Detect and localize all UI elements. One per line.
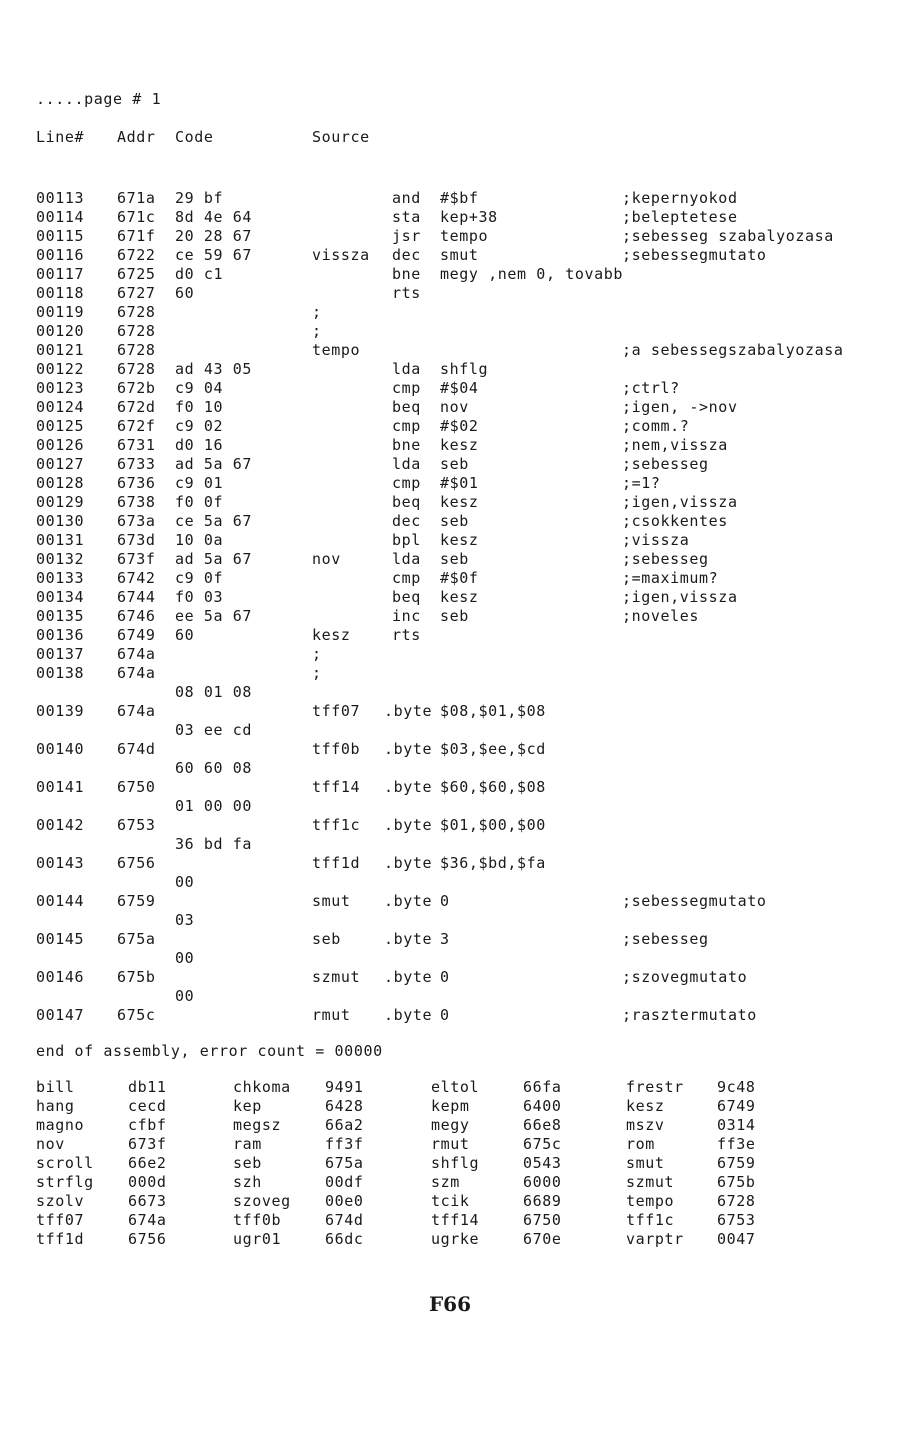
symbol-value: ff3e [717, 1135, 756, 1153]
listing-line: 00114 [36, 208, 85, 226]
symbol-value: 66e8 [523, 1116, 562, 1134]
symbol-name: szoveg [233, 1192, 291, 1210]
symbol-name: kesz [626, 1097, 665, 1115]
data-op: .byte [384, 778, 433, 796]
listing-op: cmp [392, 417, 421, 435]
data-operand: 3 [440, 930, 450, 948]
data-label: tff07 [312, 702, 361, 720]
symbol-value: 9491 [325, 1078, 364, 1096]
symbol-value: 6400 [523, 1097, 562, 1115]
listing-addr: 6744 [117, 588, 156, 606]
data-label: seb [312, 930, 341, 948]
col-header-line: Line# [36, 128, 85, 146]
data-code: 01 00 00 [175, 797, 253, 815]
data-label: tff14 [312, 778, 361, 796]
listing-line: 00117 [36, 265, 85, 283]
listing-comment: ;sebesseg [622, 455, 709, 473]
data-addr: 674a [117, 702, 156, 720]
data-comment: ;sebesseg [622, 930, 709, 948]
data-line: 00140 [36, 740, 85, 758]
data-operand: $36,$bd,$fa [440, 854, 546, 872]
listing-line: 00122 [36, 360, 85, 378]
data-addr: 6753 [117, 816, 156, 834]
listing-label: ; [312, 303, 322, 321]
data-operand: $60,$60,$08 [440, 778, 546, 796]
listing-line: 00115 [36, 227, 85, 245]
listing-addr: 671c [117, 208, 156, 226]
listing-line: 00138 [36, 664, 85, 682]
listing-addr: 6728 [117, 303, 156, 321]
listing-line: 00121 [36, 341, 85, 359]
data-addr: 6750 [117, 778, 156, 796]
data-operand: $03,$ee,$cd [440, 740, 546, 758]
listing-operand: seb [440, 607, 469, 625]
listing-code: f0 10 [175, 398, 224, 416]
listing-code: f0 03 [175, 588, 224, 606]
symbol-name: kepm [431, 1097, 470, 1115]
data-label: tff0b [312, 740, 361, 758]
symbol-value: cfbf [128, 1116, 167, 1134]
data-operand: 0 [440, 892, 450, 910]
listing-line: 00125 [36, 417, 85, 435]
listing-addr: 6738 [117, 493, 156, 511]
listing-op: bpl [392, 531, 421, 549]
symbol-value: 6756 [128, 1230, 167, 1248]
listing-comment: ;kepernyokod [622, 189, 738, 207]
data-line: 00144 [36, 892, 85, 910]
data-line: 00141 [36, 778, 85, 796]
listing-operand: #$02 [440, 417, 479, 435]
listing-code: ad 5a 67 [175, 455, 253, 473]
listing-label: vissza [312, 246, 370, 264]
listing-operand: kep+38 [440, 208, 498, 226]
data-operand: $08,$01,$08 [440, 702, 546, 720]
symbol-name: bill [36, 1078, 75, 1096]
data-code: 36 bd fa [175, 835, 253, 853]
data-code: 03 [175, 911, 195, 929]
listing-code: d0 16 [175, 436, 224, 454]
listing-comment: ;csokkentes [622, 512, 728, 530]
listing-comment: ;comm.? [622, 417, 690, 435]
listing-code: c9 01 [175, 474, 224, 492]
listing-op: beq [392, 588, 421, 606]
listing-code: ce 5a 67 [175, 512, 253, 530]
listing-addr: 6733 [117, 455, 156, 473]
listing-op: dec [392, 512, 421, 530]
symbol-value: db11 [128, 1078, 167, 1096]
listing-operand: seb [440, 512, 469, 530]
listing-label: kesz [312, 626, 351, 644]
listing-code: ad 43 05 [175, 360, 253, 378]
symbol-name: magno [36, 1116, 85, 1134]
listing-op: cmp [392, 569, 421, 587]
listing-operand: kesz [440, 493, 479, 511]
symbol-name: tff1d [36, 1230, 85, 1248]
data-line: 00145 [36, 930, 85, 948]
listing-operand: nov [440, 398, 469, 416]
page-header: .....page # 1 [36, 90, 162, 108]
listing-code: d0 c1 [175, 265, 224, 283]
listing-comment: ;noveles [622, 607, 700, 625]
listing-line: 00120 [36, 322, 85, 340]
listing-label: ; [312, 645, 322, 663]
symbol-name: tff1c [626, 1211, 675, 1229]
symbol-name: szh [233, 1173, 262, 1191]
listing-addr: 6725 [117, 265, 156, 283]
col-header-code: Code [175, 128, 214, 146]
listing-code: c9 02 [175, 417, 224, 435]
listing-op: cmp [392, 379, 421, 397]
symbol-name: tff07 [36, 1211, 85, 1229]
listing-op: dec [392, 246, 421, 264]
symbol-name: mszv [626, 1116, 665, 1134]
listing-comment: ;sebesseg szabalyozasa [622, 227, 834, 245]
symbol-value: 6000 [523, 1173, 562, 1191]
listing-comment: ;=1? [622, 474, 661, 492]
symbol-name: megsz [233, 1116, 282, 1134]
listing-operand: kesz [440, 588, 479, 606]
symbol-name: chkoma [233, 1078, 291, 1096]
listing-addr: 671a [117, 189, 156, 207]
data-op: .byte [384, 1006, 433, 1024]
listing-addr: 6749 [117, 626, 156, 644]
data-op: .byte [384, 930, 433, 948]
listing-code: f0 0f [175, 493, 224, 511]
symbol-value: 675a [325, 1154, 364, 1172]
listing-line: 00131 [36, 531, 85, 549]
data-code: 00 [175, 873, 195, 891]
data-addr: 675a [117, 930, 156, 948]
listing-addr: 6722 [117, 246, 156, 264]
listing-op: sta [392, 208, 421, 226]
listing-line: 00136 [36, 626, 85, 644]
data-code: 00 [175, 987, 195, 1005]
data-op: .byte [384, 968, 433, 986]
listing-line: 00137 [36, 645, 85, 663]
listing-code: 8d 4e 64 [175, 208, 253, 226]
listing-op: lda [392, 550, 421, 568]
symbol-value: 673f [128, 1135, 167, 1153]
listing-operand: #$04 [440, 379, 479, 397]
data-operand: 0 [440, 968, 450, 986]
listing-operand: smut [440, 246, 479, 264]
data-line: 00143 [36, 854, 85, 872]
data-line: 00142 [36, 816, 85, 834]
listing-addr: 6736 [117, 474, 156, 492]
listing-comment: ;vissza [622, 531, 690, 549]
listing-operand: kesz [440, 531, 479, 549]
listing-op: lda [392, 455, 421, 473]
listing-label: ; [312, 322, 322, 340]
listing-line: 00129 [36, 493, 85, 511]
listing-comment: ;igen,vissza [622, 588, 738, 606]
listing-code: 60 [175, 284, 195, 302]
data-comment: ;rasztermutato [622, 1006, 757, 1024]
listing-operand: megy ,nem 0, tovabb [440, 265, 623, 283]
listing-operand: tempo [440, 227, 489, 245]
symbol-value: 6750 [523, 1211, 562, 1229]
data-op: .byte [384, 892, 433, 910]
listing-code: 10 0a [175, 531, 224, 549]
symbol-name: ugr01 [233, 1230, 282, 1248]
symbol-name: nov [36, 1135, 65, 1153]
listing-op: beq [392, 493, 421, 511]
listing-line: 00130 [36, 512, 85, 530]
listing-comment: ;a sebessegszabalyozasa [622, 341, 844, 359]
listing-op: bne [392, 436, 421, 454]
listing-line: 00133 [36, 569, 85, 587]
listing-addr: 6731 [117, 436, 156, 454]
symbol-value: 674d [325, 1211, 364, 1229]
data-label: smut [312, 892, 351, 910]
symbol-value: 66fa [523, 1078, 562, 1096]
symbol-value: cecd [128, 1097, 167, 1115]
symbol-value: 66a2 [325, 1116, 364, 1134]
symbol-name: kep [233, 1097, 262, 1115]
listing-addr: 672d [117, 398, 156, 416]
listing-operand: #$0f [440, 569, 479, 587]
listing-comment: ;igen, ->nov [622, 398, 738, 416]
symbol-value: 675b [717, 1173, 756, 1191]
listing-comment: ;igen,vissza [622, 493, 738, 511]
symbol-value: 670e [523, 1230, 562, 1248]
listing-line: 00134 [36, 588, 85, 606]
listing-comment: ;nem,vissza [622, 436, 728, 454]
listing-comment: ;ctrl? [622, 379, 680, 397]
col-header-addr: Addr [117, 128, 156, 146]
listing-line: 00132 [36, 550, 85, 568]
listing-label: tempo [312, 341, 361, 359]
listing-line: 00118 [36, 284, 85, 302]
listing-line: 00119 [36, 303, 85, 321]
symbol-name: rom [626, 1135, 655, 1153]
listing-label: nov [312, 550, 341, 568]
data-operand: $01,$00,$00 [440, 816, 546, 834]
listing-code: c9 04 [175, 379, 224, 397]
listing-operand: shflg [440, 360, 489, 378]
listing-line: 00123 [36, 379, 85, 397]
listing-label: ; [312, 664, 322, 682]
listing-comment: ;beleptetese [622, 208, 738, 226]
listing-op: beq [392, 398, 421, 416]
symbol-value: 66e2 [128, 1154, 167, 1172]
listing-addr: 674a [117, 664, 156, 682]
listing-code: ee 5a 67 [175, 607, 253, 625]
listing-addr: 672f [117, 417, 156, 435]
listing-code: 29 bf [175, 189, 224, 207]
symbol-name: varptr [626, 1230, 684, 1248]
data-code: 60 60 08 [175, 759, 253, 777]
symbol-name: tempo [626, 1192, 675, 1210]
symbol-name: szm [431, 1173, 460, 1191]
symbol-name: seb [233, 1154, 262, 1172]
listing-op: jsr [392, 227, 421, 245]
symbol-name: scroll [36, 1154, 94, 1172]
data-op: .byte [384, 854, 433, 872]
data-addr: 6756 [117, 854, 156, 872]
data-operand: 0 [440, 1006, 450, 1024]
data-code: 08 01 08 [175, 683, 253, 701]
symbol-name: rmut [431, 1135, 470, 1153]
listing-operand: #$01 [440, 474, 479, 492]
listing-addr: 6727 [117, 284, 156, 302]
symbol-value: 0543 [523, 1154, 562, 1172]
data-op: .byte [384, 702, 433, 720]
listing-op: lda [392, 360, 421, 378]
data-addr: 674d [117, 740, 156, 758]
listing-operand: kesz [440, 436, 479, 454]
data-line: 00146 [36, 968, 85, 986]
listing-code: ce 59 67 [175, 246, 253, 264]
data-label: tff1d [312, 854, 361, 872]
listing-line: 00127 [36, 455, 85, 473]
symbol-value: 00df [325, 1173, 364, 1191]
symbol-name: eltol [431, 1078, 480, 1096]
symbol-value: 6753 [717, 1211, 756, 1229]
listing-line: 00135 [36, 607, 85, 625]
listing-op: and [392, 189, 421, 207]
symbol-name: smut [626, 1154, 665, 1172]
col-header-source: Source [312, 128, 370, 146]
listing-comment: ;=maximum? [622, 569, 719, 587]
symbol-value: 6749 [717, 1097, 756, 1115]
listing-addr: 6746 [117, 607, 156, 625]
listing-comment: ;sebessegmutato [622, 246, 767, 264]
symbol-name: hang [36, 1097, 75, 1115]
symbol-value: 0314 [717, 1116, 756, 1134]
symbol-name: strflg [36, 1173, 94, 1191]
symbol-value: ff3f [325, 1135, 364, 1153]
listing-addr: 673a [117, 512, 156, 530]
listing-line: 00116 [36, 246, 85, 264]
listing-code: c9 0f [175, 569, 224, 587]
data-label: rmut [312, 1006, 351, 1024]
listing-op: bne [392, 265, 421, 283]
end-of-assembly: end of assembly, error count = 00000 [36, 1042, 383, 1060]
listing-operand: seb [440, 550, 469, 568]
listing-line: 00128 [36, 474, 85, 492]
data-addr: 675b [117, 968, 156, 986]
symbol-value: 674a [128, 1211, 167, 1229]
symbol-value: 0047 [717, 1230, 756, 1248]
listing-op: rts [392, 284, 421, 302]
listing-op: cmp [392, 474, 421, 492]
symbol-value: 9c48 [717, 1078, 756, 1096]
page-number: F66 [428, 1292, 472, 1316]
symbol-name: ugrke [431, 1230, 480, 1248]
listing-line: 00124 [36, 398, 85, 416]
listing-comment: ;sebesseg [622, 550, 709, 568]
data-label: szmut [312, 968, 361, 986]
listing-line: 00126 [36, 436, 85, 454]
data-op: .byte [384, 740, 433, 758]
symbol-value: 6428 [325, 1097, 364, 1115]
data-line: 00147 [36, 1006, 85, 1024]
data-comment: ;sebessegmutato [622, 892, 767, 910]
listing-addr: 673d [117, 531, 156, 549]
listing-operand: seb [440, 455, 469, 473]
symbol-name: frestr [626, 1078, 684, 1096]
listing-addr: 6728 [117, 360, 156, 378]
listing-addr: 672b [117, 379, 156, 397]
symbol-name: megy [431, 1116, 470, 1134]
listing-addr: 6728 [117, 341, 156, 359]
symbol-value: 6728 [717, 1192, 756, 1210]
listing-addr: 6742 [117, 569, 156, 587]
data-label: tff1c [312, 816, 361, 834]
symbol-name: tff0b [233, 1211, 282, 1229]
symbol-name: shflg [431, 1154, 480, 1172]
listing-op: rts [392, 626, 421, 644]
symbol-value: 6759 [717, 1154, 756, 1172]
symbol-name: szmut [626, 1173, 675, 1191]
symbol-value: 00e0 [325, 1192, 364, 1210]
symbol-name: tcik [431, 1192, 470, 1210]
data-comment: ;szovegmutato [622, 968, 748, 986]
symbol-value: 66dc [325, 1230, 364, 1248]
symbol-name: ram [233, 1135, 262, 1153]
symbol-value: 6689 [523, 1192, 562, 1210]
listing-addr: 673f [117, 550, 156, 568]
listing-line: 00113 [36, 189, 85, 207]
symbol-name: szolv [36, 1192, 85, 1210]
listing-operand: #$bf [440, 189, 479, 207]
symbol-name: tff14 [431, 1211, 480, 1229]
listing-code: 60 [175, 626, 195, 644]
symbol-value: 6673 [128, 1192, 167, 1210]
listing-op: inc [392, 607, 421, 625]
data-addr: 675c [117, 1006, 156, 1024]
data-code: 03 ee cd [175, 721, 253, 739]
data-addr: 6759 [117, 892, 156, 910]
listing-addr: 671f [117, 227, 156, 245]
data-op: .byte [384, 816, 433, 834]
symbol-value: 000d [128, 1173, 167, 1191]
listing-addr: 6728 [117, 322, 156, 340]
listing-code: ad 5a 67 [175, 550, 253, 568]
listing-code: 20 28 67 [175, 227, 253, 245]
data-line: 00139 [36, 702, 85, 720]
symbol-value: 675c [523, 1135, 562, 1153]
listing-addr: 674a [117, 645, 156, 663]
data-code: 00 [175, 949, 195, 967]
